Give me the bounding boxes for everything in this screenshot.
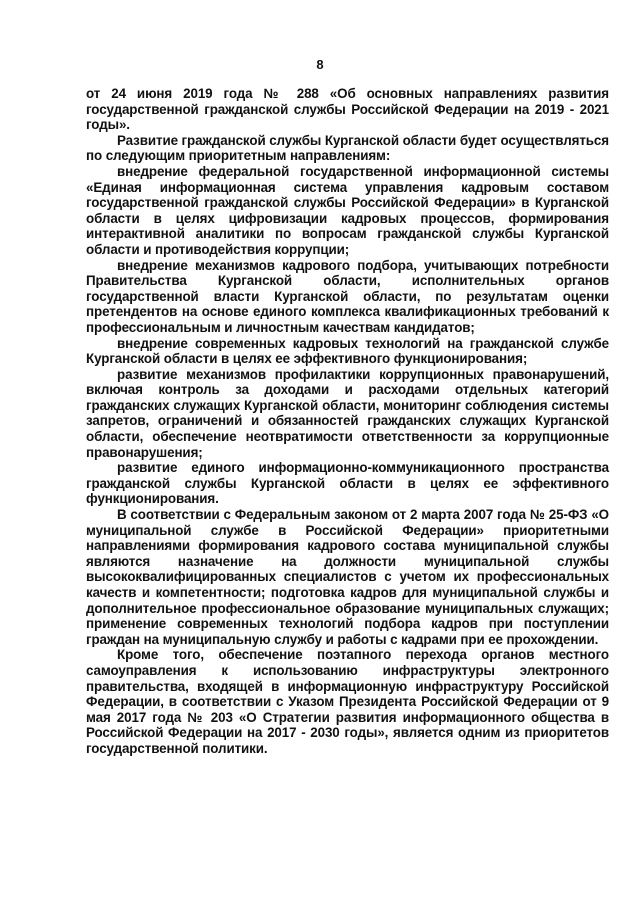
paragraph-continuation: от 24 июня 2019 года № 288 «Об основных направлениях развития государственной гражданской службы Российской Федерации на 2019 - 2021 годы». xyxy=(86,86,609,133)
list-item-personnel-selection: внедрение механизмов кадрового подбора, учитывающих потребности Правительства Курганской области, исполнительных органов государственной власти Курганской области, по результатам оценки претендентов на основе единого комплекса квалификационных требований к профессиональным и личностным качествам кандидатов; xyxy=(86,257,609,335)
list-item-anti-corruption: развитие механизмов профилактики коррупционных правонарушений, включая контроль за доходами и расходами отдельных категорий гражданских служащих Курганской области, мониторинг соблюдения системы запретов, ограничений и обязанностей гражданских служащих Курганской области, обеспечение неотвратимости ответственности за коррупционные правонарушения; xyxy=(86,366,609,460)
paragraph-intro: Развитие гражданской службы Курганской области будет осуществляться по следующим приоритетным направлениям: xyxy=(86,132,609,164)
list-item-personnel-technologies: внедрение современных кадровых технологий на гражданской службе Курганской области в целях ее эффективного функционирования; xyxy=(86,335,609,367)
list-item-information-system: внедрение федеральной государственной информационной системы «Единая информационная система управления кадровым составом государственной гражданской службы Российской Федерации» в Курганской области в целях цифровизации кадровых процессов, формирования интерактивной аналитики по вопросам гражданской службы Курганской области и противодействия коррупции; xyxy=(86,163,609,257)
paragraph-municipal-service: В соответствии с Федеральным законом от 2 марта 2007 года № 25-ФЗ «О муниципальной службе в Российской Федерации» приоритетными направлениями формирования кадрового состава муниципальной службы являются назначение на должности муниципальной службы высококвалифицированных специалистов с учетом их профессиональных качеств и компетентности; подготовка кадров для муниципальной службы и дополнительное профессиональное образование муниципальных служащих; применение современных технологий подбора кадров при поступлении граждан на муниципальную службу и работы с кадрами при ее прохождении. xyxy=(86,507,609,647)
paragraph-e-government: Кроме того, обеспечение поэтапного перехода органов местного самоуправления к использованию инфраструктуры электронного правительства, входящей в информационную инфраструктуру Российской Федерации, в соответствии с Указом Президента Российской Федерации от 9 мая 2017 года № 203 «О Стратегии развития информационного общества в Российской Федерации на 2017 - 2030 годы», является одним из приоритетов государственной политики. xyxy=(86,647,609,756)
list-item-information-space: развитие единого информационно-коммуникационного пространства гражданской службы Курганской области в целях ее эффективного функционирования. xyxy=(86,460,609,507)
page-number: 8 xyxy=(316,57,324,72)
document-body xyxy=(86,86,609,757)
